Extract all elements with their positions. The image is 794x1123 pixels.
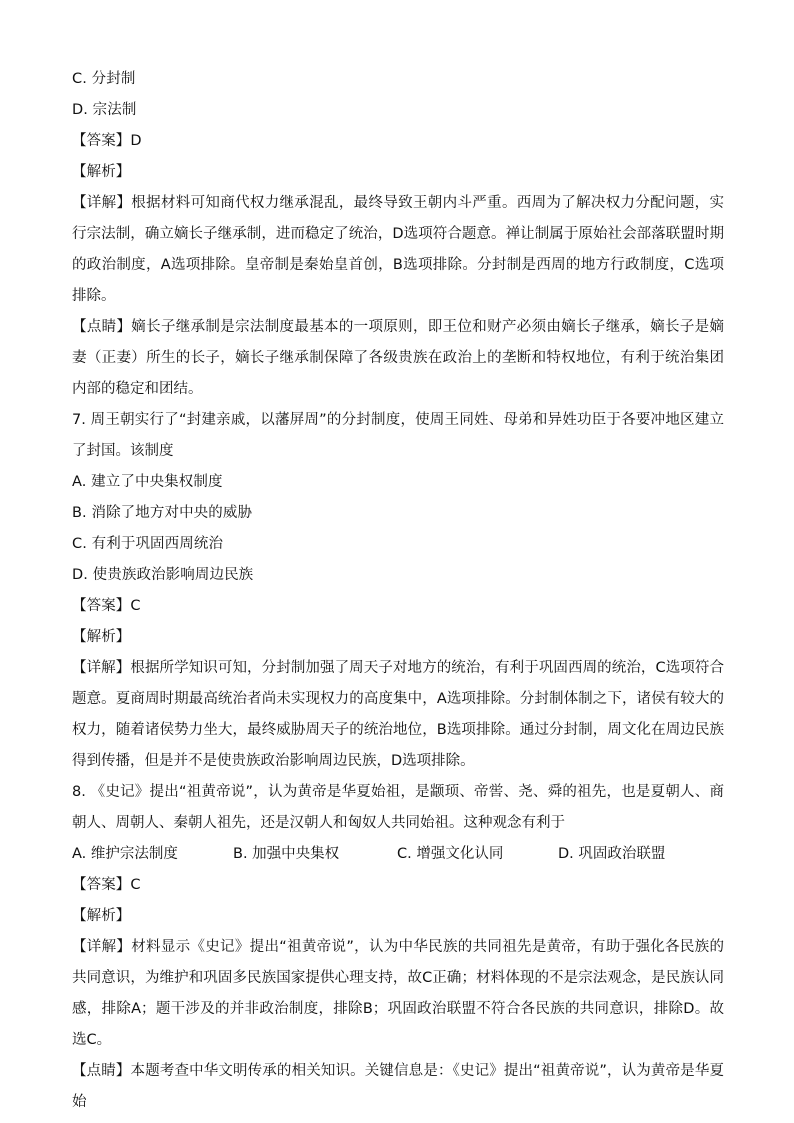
option-d: D. 宗法制 bbox=[72, 102, 137, 118]
analysis-label: 【解析】 bbox=[72, 164, 131, 180]
answer: 【答案】D bbox=[72, 133, 142, 149]
q8-detail-paragraph: 【详解】材料显示《史记》提出“祖黄帝说”，认为中华民族的共同祖先是黄帝，有助于强化各民族的共同意识，为维护和巩固多民族国家提供心理支持，故C正确；材料体现的不是宗法观念，是民族认同感，排除A；题干涉及的并非政治制度，排除B；巩固政治联盟不符合各民族的共同意识，排除D。故选C。 bbox=[72, 939, 724, 1048]
comment-paragraph: 【点睛】嫡长子继承制是宗法制度最基本的一项原则，即王位和财产必须由嫡长子继承，嫡长子是嫡妻（正妻）所生的长子，嫡长子继承制保障了各级贵族在政治上的垄断和特权地位，有利于统治集团内部的稳定和团结。 bbox=[72, 319, 724, 397]
detail-paragraph: 【详解】根据材料可知商代权力继承混乱，最终导致王朝内斗严重。西周为了解决权力分配问题，实行宗法制，确立嫡长子继承制，进而稳定了统治，D选项符合题意。禅让制属于原始社会部落联盟时期的政治制度，A选项排除。皇帝制是秦始皇首创，B选项排除。分封制是西周的地方行政制度，C选项排除。 bbox=[72, 195, 724, 304]
option-c: C. 分封制 bbox=[72, 71, 136, 87]
q7-option-b: B. 消除了地方对中央的威胁 bbox=[72, 505, 253, 521]
q8-comment-paragraph: 【点睛】本题考查中华文明传承的相关知识。关键信息是：《史记》提出“祖黄帝说”，认为黄帝是华夏始 bbox=[72, 1063, 724, 1110]
q8-option-d: D. 巩固政治联盟 bbox=[558, 846, 666, 862]
q7-option-c: C. 有利于巩固西周统治 bbox=[72, 536, 224, 552]
q8-option-a: A. 维护宗法制度 bbox=[72, 846, 178, 862]
q7-option-a: A. 建立了中央集权制度 bbox=[72, 474, 223, 490]
q7-option-d: D. 使贵族政治影响周边民族 bbox=[72, 567, 254, 583]
q7-answer: 【答案】C bbox=[72, 598, 141, 614]
question-8-stem: 8. 《史记》提出“祖黄帝说”，认为黄帝是华夏始祖，是颛顼、帝喾、尧、舜的祖先，也是夏朝人、商朝人、周朝人、秦朝人祖先，还是汉朝人和匈奴人共同始祖。这种观念有利于 bbox=[72, 784, 724, 831]
document-page bbox=[72, 64, 724, 1118]
q8-answer: 【答案】C bbox=[72, 877, 141, 893]
q7-analysis-label: 【解析】 bbox=[72, 629, 131, 645]
q8-options-row bbox=[72, 839, 724, 870]
question-7-stem: 7. 周王朝实行了“封建亲戚，以藩屏周”的分封制度，使周王同姓、母弟和异姓功臣于各要冲地区建立了封国。该制度 bbox=[72, 412, 724, 459]
q8-option-c: C. 增强文化认同 bbox=[397, 846, 504, 862]
q8-option-b: B. 加强中央集权 bbox=[233, 846, 340, 862]
q8-analysis-label: 【解析】 bbox=[72, 908, 131, 924]
q7-detail-paragraph: 【详解】根据所学知识可知，分封制加强了周天子对地方的统治，有利于巩固西周的统治，C选项符合题意。夏商周时期最高统治者尚未实现权力的高度集中，A选项排除。分封制体制之下，诸侯有较大的权力，随着诸侯势力坐大，最终威胁周天子的统治地位，B选项排除。通过分封制，周文化在周边民族得到传播，但是并不是使贵族政治影响周边民族，D选项排除。 bbox=[72, 660, 724, 769]
